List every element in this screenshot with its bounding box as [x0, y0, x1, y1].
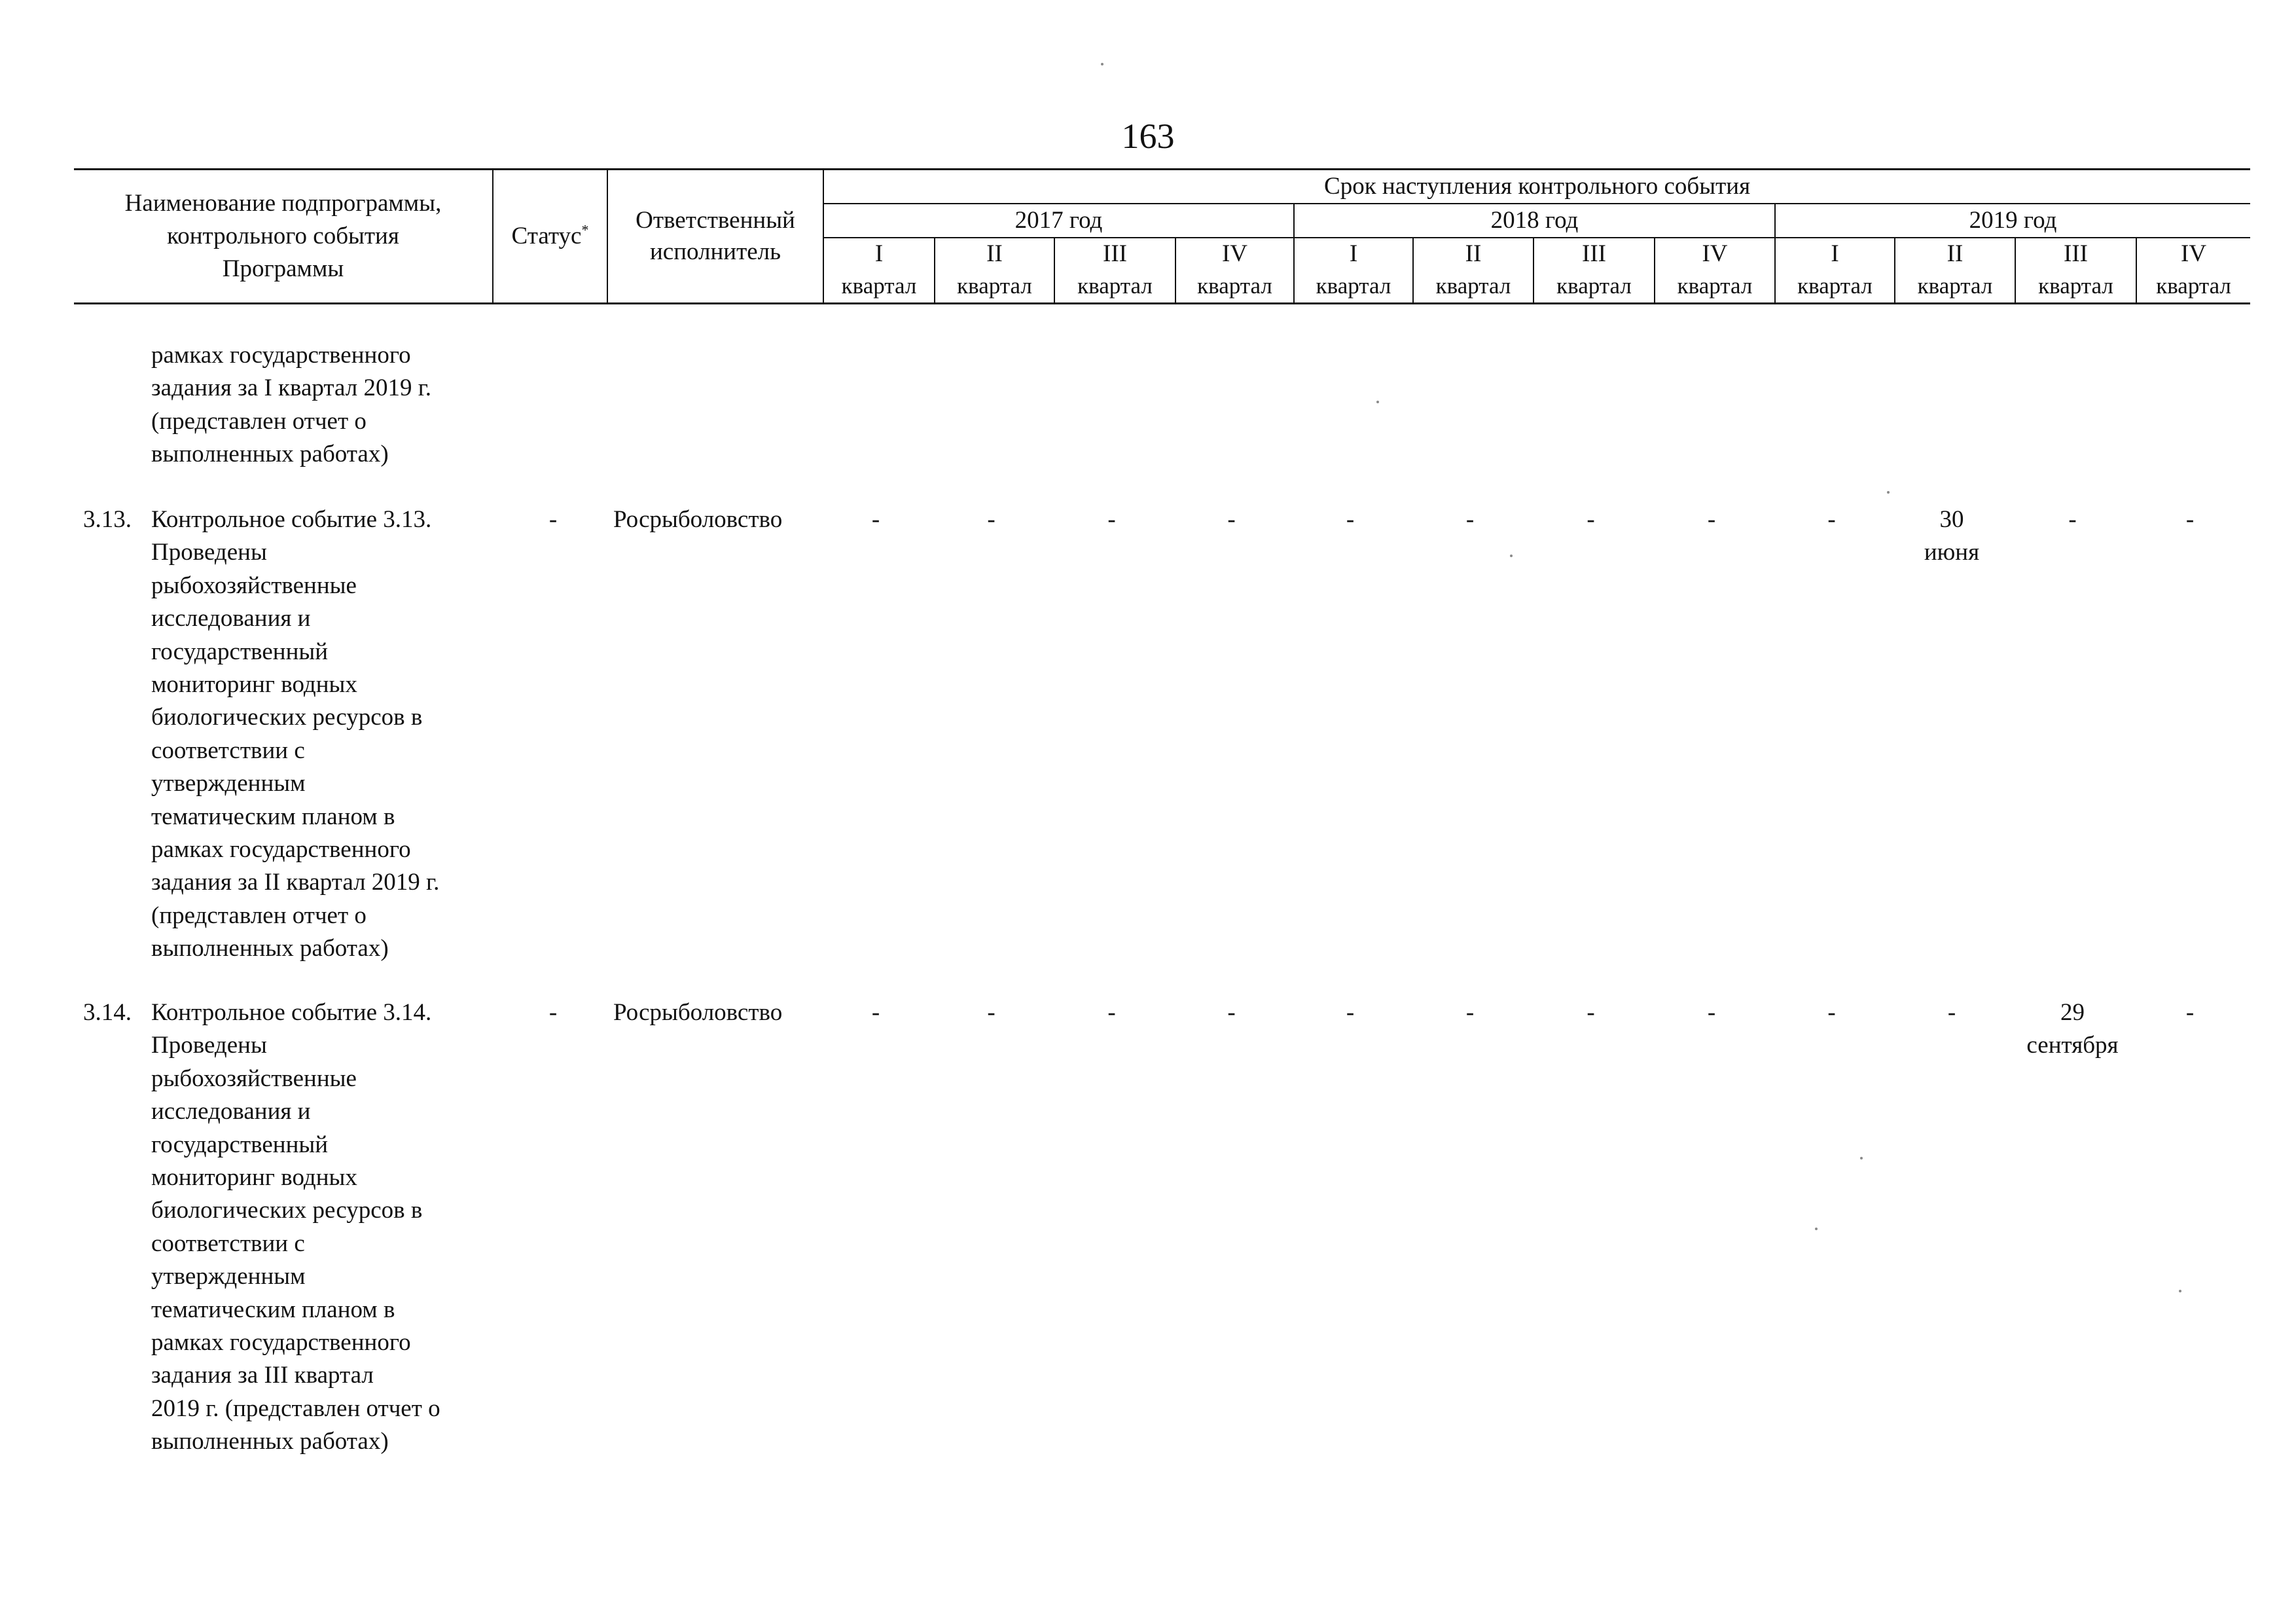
- header-quarter-word: квартал: [1775, 270, 1895, 304]
- cell-line: июня: [1924, 539, 1980, 566]
- cell-line: -: [2185, 506, 2195, 533]
- scan-speck: [1887, 491, 1890, 494]
- schedule-table-header: [74, 168, 2250, 304]
- event-description: [151, 503, 495, 966]
- description-line: задания за I квартал 2019 г.: [151, 374, 431, 402]
- quarter-cell-2018-q4: [1651, 996, 1772, 1029]
- description-line: государственный: [151, 638, 329, 665]
- description-line: соответствии с: [151, 737, 305, 764]
- description-line: тематическим планом в: [151, 1296, 395, 1323]
- event-number: 3.14.: [83, 999, 132, 1026]
- quarter-cell-2018-q2: [1410, 996, 1530, 1029]
- quarter-cell-2019-q2: [1892, 503, 2012, 570]
- quarter-cell-2019-q2: [1892, 996, 2012, 1029]
- quarter-cell-2018-q3: [1530, 996, 1651, 1029]
- header-name-column: [74, 170, 493, 304]
- header-quarter-numeral: IV: [2136, 238, 2250, 270]
- quarter-cell-2017-q3: [1051, 503, 1172, 536]
- header-quarter-word: квартал: [2015, 270, 2136, 304]
- header-quarter-numeral: I: [1775, 238, 1895, 270]
- quarter-cell-2018-q1: [1291, 996, 1410, 1029]
- cell-line: -: [1465, 999, 1475, 1026]
- header-quarter-word: квартал: [1054, 270, 1175, 304]
- event-number: 3.13.: [83, 506, 132, 533]
- event-status: -: [548, 506, 558, 533]
- cell-line: -: [1227, 999, 1236, 1026]
- quarter-cell-2017-q3: [1051, 996, 1172, 1029]
- header-quarter-numeral: IV: [1175, 238, 1294, 270]
- header-name-line-2: контрольного события: [167, 223, 399, 249]
- header-year-2017: 2017 год: [823, 204, 1294, 238]
- header-quarter-word: квартал: [1175, 270, 1294, 304]
- description-line: выполненных работах): [151, 935, 389, 962]
- description-line: выполненных работах): [151, 1428, 389, 1455]
- description-line: Проведены: [151, 539, 267, 566]
- scan-speck: [1510, 555, 1513, 557]
- description-line: мониторинг водных: [151, 1164, 357, 1192]
- description-line: задания за III квартал: [151, 1362, 374, 1389]
- quarter-cell-2018-q4: [1651, 503, 1772, 536]
- header-quarter-numeral: II: [935, 238, 1054, 270]
- description-line: задания за II квартал 2019 г.: [151, 869, 440, 896]
- cell-line: -: [1947, 999, 1956, 1026]
- scan-speck: [1376, 401, 1379, 403]
- header-executor-line-1: Ответственный: [636, 207, 795, 234]
- cell-line: -: [2185, 999, 2195, 1026]
- description-line: Контрольное событие 3.14.: [151, 999, 432, 1026]
- cell-line: -: [2068, 506, 2077, 533]
- header-quarter-word: квартал: [1895, 270, 2015, 304]
- quarter-cell-2018-q3: [1530, 503, 1651, 536]
- description-line: рамках государственного: [151, 342, 411, 369]
- header-quarter-word: квартал: [1534, 270, 1655, 304]
- header-quarter-numeral: III: [1054, 238, 1175, 270]
- header-quarter-word: квартал: [2136, 270, 2250, 304]
- header-status-label: Статус: [511, 223, 582, 249]
- cell-line: сентября: [2026, 1032, 2119, 1059]
- cell-line: -: [1346, 506, 1355, 533]
- description-line: рамках государственного: [151, 1329, 411, 1357]
- description-line: биологических ресурсов в: [151, 704, 423, 731]
- header-quarter-word: квартал: [823, 270, 935, 304]
- quarter-cell-2019-q1: [1772, 996, 1892, 1029]
- header-quarter-word: квартал: [1294, 270, 1413, 304]
- cell-line: 30: [1939, 506, 1964, 533]
- description-line: исследования и: [151, 1098, 311, 1125]
- description-line: тематическим планом в: [151, 803, 395, 830]
- cell-line: -: [1227, 506, 1236, 533]
- cell-line: -: [1707, 999, 1716, 1026]
- description-line: Контрольное событие 3.13.: [151, 506, 432, 533]
- cell-line: -: [1827, 506, 1836, 533]
- cell-line: -: [987, 506, 996, 533]
- quarter-cell-2019-q4: [2133, 996, 2247, 1029]
- scan-speck: [1860, 1157, 1863, 1159]
- description-line: биологических ресурсов в: [151, 1197, 423, 1224]
- description-line: (представлен отчет о: [151, 902, 367, 929]
- scan-speck: [2179, 1290, 2181, 1292]
- header-quarter-numeral: IV: [1655, 238, 1775, 270]
- description-line: исследования и: [151, 605, 311, 632]
- description-line: государственный: [151, 1131, 329, 1158]
- description-line: мониторинг водных: [151, 671, 357, 699]
- header-name-line-3: Программы: [222, 255, 344, 282]
- description-line: 2019 г. (представлен отчет о: [151, 1395, 440, 1422]
- header-quarter-numeral: II: [1413, 238, 1534, 270]
- header-quarter-numeral: III: [1534, 238, 1655, 270]
- description-line: утвержденным: [151, 770, 306, 797]
- quarter-cell-2018-q2: [1410, 503, 1530, 536]
- description-line: рыбохозяйственные: [151, 572, 357, 599]
- quarter-cell-2019-q1: [1772, 503, 1892, 536]
- cell-line: -: [1587, 999, 1595, 1026]
- quarter-cell-2019-q3: [2012, 996, 2133, 1063]
- cell-line: -: [987, 999, 996, 1026]
- cell-line: -: [1827, 999, 1836, 1026]
- header-quarter-numeral: I: [1294, 238, 1413, 270]
- scan-speck: [1815, 1228, 1818, 1230]
- quarter-cell-2017-q4: [1172, 996, 1291, 1029]
- cell-line: -: [1707, 506, 1716, 533]
- page-number: 163: [1121, 117, 1175, 156]
- header-year-2019: 2019 год: [1775, 204, 2250, 238]
- event-status: -: [548, 999, 558, 1026]
- quarter-cell-2017-q1: [820, 996, 931, 1029]
- header-status-column: [493, 170, 607, 304]
- description-line: (представлен отчет о: [151, 407, 367, 435]
- quarter-cell-2017-q4: [1172, 503, 1291, 536]
- event-description: [151, 996, 495, 1459]
- event-executor: Росрыболовство: [613, 506, 783, 533]
- cell-line: -: [1107, 999, 1116, 1026]
- description-line: рыбохозяйственные: [151, 1065, 357, 1092]
- description-line: соответствии с: [151, 1230, 305, 1257]
- header-quarter-word: квартал: [935, 270, 1054, 304]
- quarter-cell-2018-q1: [1291, 503, 1410, 536]
- cell-line: -: [871, 506, 880, 533]
- header-quarter-numeral: I: [823, 238, 935, 270]
- cell-line: -: [871, 999, 880, 1026]
- quarter-cell-2019-q3: [2012, 503, 2133, 536]
- header-executor-column: [607, 170, 823, 304]
- description-line: выполненных работах): [151, 441, 389, 468]
- header-status-footnote-mark: *: [581, 221, 589, 238]
- cell-line: 29: [2060, 999, 2085, 1026]
- header-period-column: Срок наступления контрольного события: [823, 170, 2250, 204]
- header-year-2018: 2018 год: [1294, 204, 1775, 238]
- cell-line: -: [1346, 999, 1355, 1026]
- header-executor-line-2: исполнитель: [649, 238, 781, 265]
- quarter-cell-2017-q2: [931, 996, 1051, 1029]
- description-line: Проведены: [151, 1032, 267, 1059]
- quarter-cell-2019-q4: [2133, 503, 2247, 536]
- cell-line: -: [1465, 506, 1475, 533]
- cell-line: -: [1587, 506, 1595, 533]
- header-name-line-1: Наименование подпрограммы,: [124, 190, 442, 217]
- quarter-cell-2017-q1: [820, 503, 931, 536]
- description-line: рамках государственного: [151, 836, 411, 864]
- header-quarter-numeral: II: [1895, 238, 2015, 270]
- header-quarter-numeral: III: [2015, 238, 2136, 270]
- description-line: утвержденным: [151, 1263, 306, 1290]
- event-executor: Росрыболовство: [613, 999, 783, 1026]
- scan-speck: [1101, 63, 1103, 65]
- header-quarter-word: квартал: [1413, 270, 1534, 304]
- quarter-cell-2017-q2: [931, 503, 1051, 536]
- header-quarter-word: квартал: [1655, 270, 1775, 304]
- cell-line: -: [1107, 506, 1116, 533]
